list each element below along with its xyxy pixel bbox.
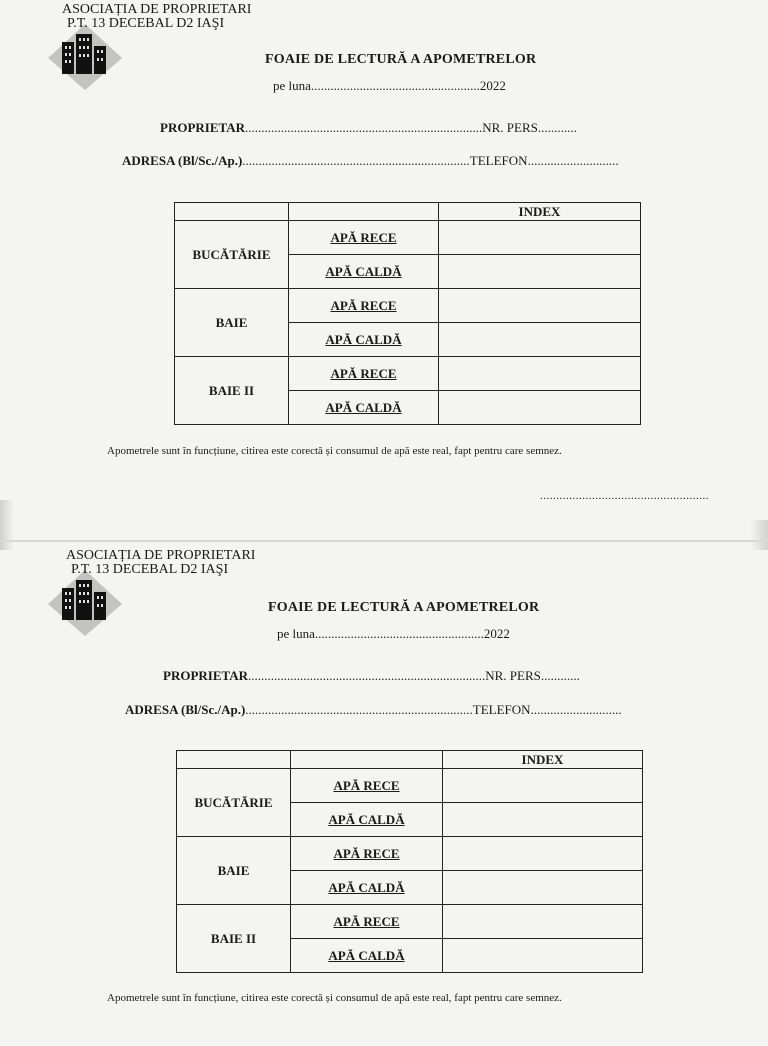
index-input-kitchen-hot[interactable] <box>443 803 643 837</box>
index-input-bathroom-cold[interactable] <box>439 289 641 323</box>
header-room-cell <box>177 751 291 769</box>
header-index: INDEX <box>439 203 641 221</box>
owner-row <box>163 668 580 684</box>
index-input-bathroom-cold[interactable] <box>443 837 643 871</box>
association-address: P.T. 13 DECEBAL D2 IAŞI <box>71 562 229 577</box>
year-value: 2022 <box>479 78 506 93</box>
form-title: FOAIE DE LECTURĂ A APOMETRELOR <box>265 52 537 67</box>
index-input-bathroom2-cold[interactable] <box>443 905 643 939</box>
association-name: ASOCIAȚIA DE PROPRIETARI <box>66 548 256 563</box>
hot-water-label: APĂ CALDĂ <box>291 803 443 837</box>
owner-row <box>160 120 577 136</box>
association-header <box>66 549 255 577</box>
cold-water-label: APĂ RECE <box>289 289 439 323</box>
page-divider <box>0 540 768 542</box>
building-logo-icon <box>46 568 124 638</box>
hot-water-label: APĂ CALDĂ <box>289 391 439 425</box>
meter-table <box>176 750 643 973</box>
declaration-text: Apometrele sunt în funcțiune, citirea este corectă și consumul de apă este real, fapt pentru care semnez. <box>107 445 562 457</box>
persons-field[interactable]: ............ <box>540 668 580 683</box>
table-row <box>175 357 641 391</box>
table-row <box>175 289 641 323</box>
cold-water-label: APĂ RECE <box>291 905 443 939</box>
table-header-row <box>177 751 643 769</box>
address-field[interactable]: ...................................................................... <box>242 153 470 168</box>
cold-water-label: APĂ RECE <box>291 769 443 803</box>
month-label: pe luna <box>277 626 315 641</box>
scan-shadow-left <box>0 500 14 550</box>
owner-label: PROPRIETAR <box>160 120 245 135</box>
address-row <box>125 702 622 718</box>
year-value: 2022 <box>483 626 510 641</box>
table-row <box>175 221 641 255</box>
cold-water-label: APĂ RECE <box>289 357 439 391</box>
cold-water-label: APĂ RECE <box>291 837 443 871</box>
month-field[interactable]: .................................................... <box>314 626 484 641</box>
room-kitchen: BUCĂTĂRIE <box>175 221 289 289</box>
table-header-row <box>175 203 641 221</box>
index-input-bathroom2-hot[interactable] <box>443 939 643 973</box>
index-input-kitchen-hot[interactable] <box>439 255 641 289</box>
index-input-kitchen-cold[interactable] <box>439 221 641 255</box>
index-input-bathroom-hot[interactable] <box>443 871 643 905</box>
declaration-text: Apometrele sunt în funcțiune, citirea este corectă și consumul de apă este real, fapt pentru care semnez. <box>107 992 562 1004</box>
index-input-bathroom2-cold[interactable] <box>439 357 641 391</box>
room-bathroom-2: BAIE II <box>177 905 291 973</box>
owner-field[interactable]: ......................................................................... <box>247 668 486 683</box>
address-label: ADRESA (Bl/Sc./Ap.) <box>125 702 246 717</box>
hot-water-label: APĂ CALDĂ <box>289 255 439 289</box>
room-bathroom: BAIE <box>177 837 291 905</box>
building-logo-icon <box>46 22 124 92</box>
table-row <box>177 905 643 939</box>
hot-water-label: APĂ CALDĂ <box>289 323 439 357</box>
header-type-cell <box>289 203 439 221</box>
persons-label: NR. PERS <box>482 120 538 135</box>
phone-label: TELEFON <box>469 153 528 168</box>
month-field[interactable]: .................................................... <box>310 78 480 93</box>
month-line <box>273 78 506 94</box>
month-label: pe luna <box>273 78 311 93</box>
meter-table <box>174 202 641 425</box>
room-bathroom-2: BAIE II <box>175 357 289 425</box>
address-row <box>122 153 619 169</box>
index-input-bathroom-hot[interactable] <box>439 323 641 357</box>
reading-form-2 <box>0 546 768 1046</box>
phone-field[interactable]: ............................ <box>530 702 622 717</box>
owner-label: PROPRIETAR <box>163 668 248 683</box>
association-header <box>62 3 251 31</box>
signature-field[interactable]: .................................................... <box>540 490 709 502</box>
month-line <box>277 626 510 642</box>
address-field[interactable]: ...................................................................... <box>245 702 473 717</box>
address-label: ADRESA (Bl/Sc./Ap.) <box>122 153 243 168</box>
room-kitchen: BUCĂTĂRIE <box>177 769 291 837</box>
header-index: INDEX <box>443 751 643 769</box>
phone-field[interactable]: ............................ <box>527 153 619 168</box>
reading-form-1 <box>0 0 768 500</box>
persons-field[interactable]: ............ <box>537 120 577 135</box>
header-room-cell <box>175 203 289 221</box>
persons-label: NR. PERS <box>485 668 541 683</box>
header-type-cell <box>291 751 443 769</box>
cold-water-label: APĂ RECE <box>289 221 439 255</box>
form-title: FOAIE DE LECTURĂ A APOMETRELOR <box>268 600 540 615</box>
index-input-bathroom2-hot[interactable] <box>439 391 641 425</box>
owner-field[interactable]: ......................................................................... <box>244 120 483 135</box>
association-name: ASOCIAȚIA DE PROPRIETARI <box>62 2 252 17</box>
index-input-kitchen-cold[interactable] <box>443 769 643 803</box>
table-row <box>177 837 643 871</box>
room-bathroom: BAIE <box>175 289 289 357</box>
association-address: P.T. 13 DECEBAL D2 IAŞI <box>67 16 225 31</box>
phone-label: TELEFON <box>472 702 531 717</box>
table-row <box>177 769 643 803</box>
hot-water-label: APĂ CALDĂ <box>291 939 443 973</box>
hot-water-label: APĂ CALDĂ <box>291 871 443 905</box>
